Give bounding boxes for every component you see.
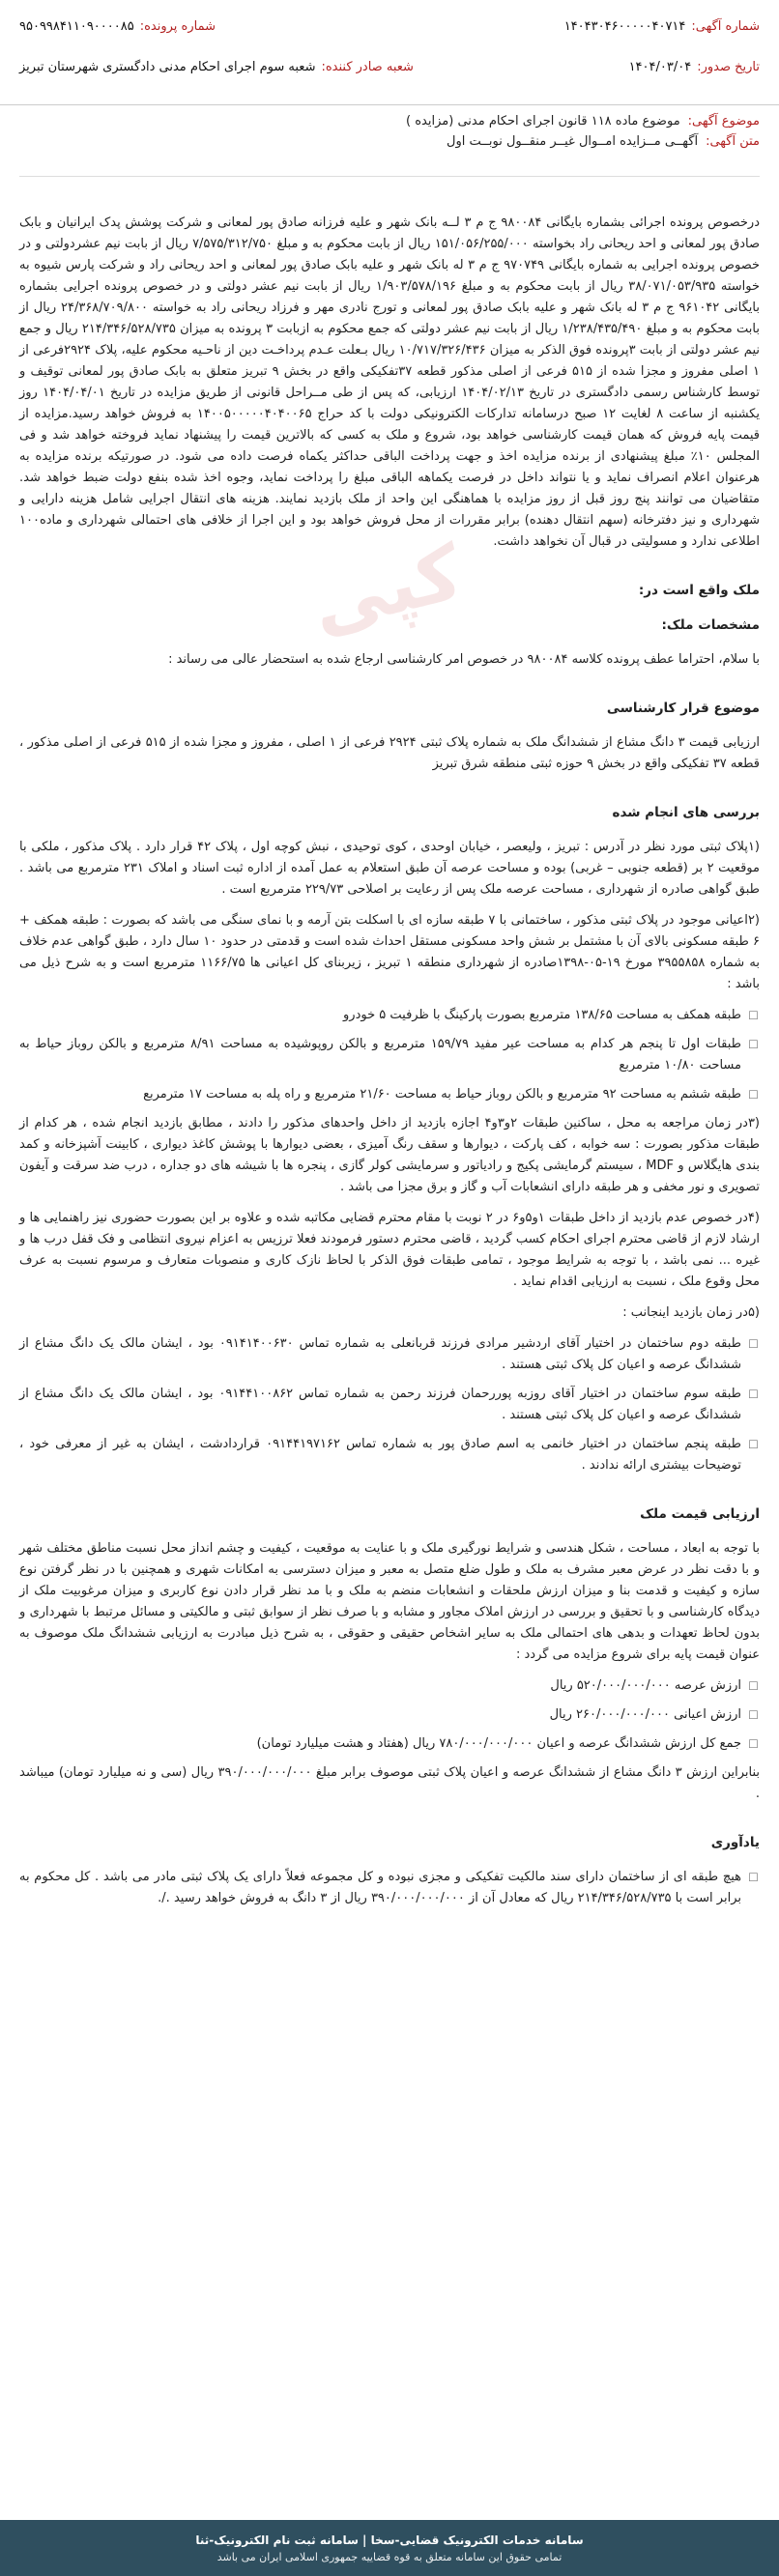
price-item-text: ارزش اعیانی ۲۶۰/۰۰۰/۰۰۰/۰۰۰ ریال xyxy=(549,1707,741,1722)
intro-paragraph: درخصوص پرونده اجرائی بشماره بایگانی ۹۸۰۰۸۴ ج م ۳ لــه بانک شهر و علیه فرزانه صادق پور لمعانی و شرکت پوشش پدک ایرانیان و بابک صادق پور لمعانی و احد ریحانی راد بخواسته ۱۵۱/۰۵۶/۲۵۵/۰۰۰ ریال از بابت محکوم به و مبلغ ۷/۵۷۵/۳۱۲/۷۵۰ ریال از بابت نیم عشردولتی و در خصوص پرونده اجرایی به شماره بایگانی ۹۷۰۷۴۹ ج م ۳ له بانک شهر و علیه بابک صادق پور لمعانی و احد ریحانی راد و شرکت پارس شیوه به خواسته ۳۸/۰۷۱/۰۵۳/۹۳۵ ریال از بابت محکوم به و مبلغ ۱/۹۰۳/۵۷۸/۱۹۶ ریال از بابت نیم عشر دولتی و در خصوص پرونده اجرایی بشماره بایگانی ۹۶۱۰۴۲ ج م ۳ له بانک شهر و علیه بابک صادق پور لمعانی و تورج نادری مهر و فرزاد ریحانی راد به خواسته ۲۴/۳۶۸/۷۰۹/۸۰۰ ریال از بابت محکوم به و مبلغ ۱/۲۳۸/۴۳۵/۴۹۰ ریال از بابت نیم عشر دولتی که جمع محکوم به ازبابت ۳ پرونده به میزان ۲۱۴/۳۴۶/۵۲۸/۷۳۵ ریال و جمع نیم عشر دولتی از بابت ۳پرونده فوق الذکر به میزان ۱۰/۷۱۷/۳۲۶/۴۳۶ ریال بـعلت عـدم پرداخـت دین از ناحـیه محکوم علیه، پلاک ۲۹۲۴فرعی از ۱ اصلی مفروز و مجزا شده از ۵۱۵ فرعی از اصلی مذکور قطعه ۳۷تفکیکی واقع در بخش ۹ تبریز متعلق به بابک صادق پور لمعانی توقیف و توسط کارشناس رسمی دادگستری در تاریخ ۱۴۰۴/۰۲/۱۳ ارزیابی، که پس از طی مــراحل قانونی از طریق مزایده در تاریخ ۱۴۰۴/۰۴/۰۱ روز یکشنبه از ساعت ۸ لغایت ۱۲ صبح درسامانه تدارکات الکترونیکی دولت با کد حراج ۱۴۰۰۵۰۰۰۰۰۴۰۴۰۰۶۵ به فروش خواهد رسید.مزایده از قیمت پایه فروش که همان قیمت کارشناسی خواهد بود، شروع و ملک به کسی که بالاترین قیمت را پیشنهاد نماید فروخته خواهد شد و فی المجلس ۱۰٪ مبلغ پیشنهادی از برنده مزایده اخذ و جهت پرداخت الباقی حداکثر یکماه فرصت داده می شود. در صورتیکه برنده مزایده به هرعنوان اعلام انصراف نماید و یا نتواند داخل در فرصت یکماهه الباقی مبلغ را پرداخت نماید، وجوه اخذ شده بنفع دولت ضبط خواهد شد. متقاضیان می توانند پنج روز قبل از روز مزایده با هماهنگی این واحد از ملک بازدید نمایند. هزینه های انتقال اجرایی شامل هزینه دارایی و شهرداری و نیز دفترخانه (سهم انتقال دهنده) برابر مقررات از محل فروش خواهد بود و این اجرا از خلافی های احتمالی شهرداری و ماده۱۰۰ اطلاعی ندارد و مسولیتی در قبال آن نخواهد داشت. xyxy=(19,215,761,549)
price-item-text: جمع کل ارزش ششدانگ عرصه و اعیان ۷۸۰/۰۰۰/۰۰۰/۰۰۰ ریال (هفتاد و هشت میلیارد تومان) xyxy=(256,1736,741,1751)
subject-heading: موضوع قرار کارشناسی xyxy=(606,701,760,716)
specs-text: با سلام، احتراما عطف پرونده کلاسه ۹۸۰۰۸۴ در خصوص امر کارشناسی ارجاع شده به استحضار عالی می رساند : xyxy=(168,652,760,667)
visit-item-text: طبقه سوم ساختمان در اختیار آقای روزبه پوررحمان فرزند رحمن به شماره تماس ۰۹۱۴۴۱۰۰۸۶۲ بود ، ایشان مالک یک دانگ مشاع از ششدانگ عرصه و اعیان کل پلاک ثبتی هستند . xyxy=(19,1387,741,1422)
branch-row xyxy=(19,60,414,74)
checkbox-icon: ☐ xyxy=(748,1337,759,1351)
visit-item-text: طبقه دوم ساختمان در اختیار آقای اردشیر مرادی فرزند قربانعلی به شماره تماس ۰۹۱۴۱۴۰۰۶۳۰ بود ، ایشان مالک یک دانگ مشاع از ششدانگ عرصه و اعیان کل پلاک ثبتی هستند . xyxy=(19,1336,741,1372)
checkbox-icon: ☐ xyxy=(748,1737,759,1751)
floor-item xyxy=(19,1005,760,1026)
checkbox-icon: ☐ xyxy=(748,1009,759,1022)
checkbox-icon: ☐ xyxy=(748,1871,759,1884)
checkbox-icon: ☐ xyxy=(748,1438,759,1451)
review-item: (۵در زمان بازدید اینجانب : xyxy=(622,1305,760,1320)
review-heading: بررسی های انجام شده xyxy=(612,805,760,820)
floor-item-text: طبقه ششم به مساحت ۹۲ مترمربع و بالکن روباز حیاط به مساحت ۲۱/۶۰ مترمربع و راه پله به مساحت ۱۷ مترمربع xyxy=(143,1087,741,1102)
valuation-heading: ارزیابی قیمت ملک xyxy=(640,1506,760,1522)
price-item xyxy=(19,1704,760,1726)
checkbox-icon: ☐ xyxy=(748,1679,759,1693)
price-item-text: ارزش عرصه ۵۲۰/۰۰۰/۰۰۰/۰۰۰ ریال xyxy=(550,1678,741,1693)
note-item-text: هیچ طبقه ای از ساختمان دارای سند مالکیت تفکیکی و مجزی نبوده و کل مجموعه فعلاً دارای یک پلاک ثبتی مادر می باشد . کل محکوم به برابر است با ۲۱۴/۳۴۶/۵۲۸/۷۳۵ ریال که معادل آن از ۳۹۰/۰۰۰/۰۰۰/۰۰۰ ریال از ۳ دانگ به فروش خواهد رسید ./. xyxy=(19,1870,741,1905)
specs-heading: مشخصات ملک: xyxy=(661,617,760,633)
subject-row xyxy=(19,114,760,129)
visit-item xyxy=(19,1333,760,1376)
note-heading: یادآوری xyxy=(710,1835,760,1850)
titles xyxy=(19,108,760,177)
ad-number-value: ۱۴۰۴۳۰۴۶۰۰۰۰۰۴۰۷۱۴ xyxy=(563,19,686,34)
subject-text: ارزیابی قیمت ۳ دانگ مشاع از ششدانگ ملک به شماره پلاک ثبتی ۲۹۲۴ فرعی از ۱ اصلی ، مفروز و مجزا شده از ۵۱۵ فرعی از اصلی مذکور ، قطعه ۳۷ تفکیکی واقع در بخش ۹ حوزه ثبتی منطقه شرق تبریز xyxy=(19,735,760,771)
announcement-body xyxy=(19,213,760,1917)
text-value: آگهــی مــزایده امــوال غیــر منقــول نوبــت اول xyxy=(447,134,699,149)
footer xyxy=(0,2520,779,2576)
price-item xyxy=(19,1675,760,1697)
case-number-label: شماره پرونده: xyxy=(139,19,216,34)
checkbox-icon: ☐ xyxy=(748,1708,759,1722)
checkbox-icon: ☐ xyxy=(748,1038,759,1051)
visit-item xyxy=(19,1434,760,1476)
visit-item xyxy=(19,1384,760,1426)
issue-date-row xyxy=(629,60,760,74)
issue-date-value: ۱۴۰۴/۰۳/۰۴ xyxy=(628,60,692,74)
checkbox-icon: ☐ xyxy=(748,1088,759,1102)
note-item xyxy=(19,1867,760,1909)
header xyxy=(0,0,779,105)
watermark: کپی xyxy=(303,529,471,650)
desc-heading: ملک واقع است در: xyxy=(638,583,760,598)
text-label: متن آگهی: xyxy=(706,134,760,149)
floor-item-text: طبقات اول تا پنجم هر کدام به مساحت عیر مفید ۱۵۹/۷۹ مترمربع و بالکن روپوشیده به مساحت ۸/۹۱ مترمربع و بالکن روباز حیاط به مساحت ۱۰/۸۰ مترمربع xyxy=(19,1037,741,1073)
branch-value: شعبه سوم اجرای احکام مدنی دادگستری شهرستان تبریز xyxy=(19,60,316,74)
footer-links[interactable]: سامانه خدمات الکترونیک قضایی-سخا | سامانه ثبت نام الکترونیک-ثنا xyxy=(195,2533,584,2547)
ad-number-row xyxy=(564,19,760,34)
issue-date-label: تاریخ صدور: xyxy=(697,60,760,74)
floor-item xyxy=(19,1084,760,1105)
review-item: (۴در خصوص عدم بازدید از داخل طبقات ۱و۵و۶ در ۲ نوبت با مقام محترم قضایی مکاتبه شده و علاوه بر این بصورت حضوری نیز راهنمایی ها و ارشاد لازم از قاضی محترم اجرای احکام کسب گردید ، قاضی محترم دستور فرمودند فعلا ترزیس به اعزام نیروی انتظامی و فک قفل درب ها و غیره ... نمی باشد ، با توجه به شرایط موجود ، تمامی طبقات فوق الذکر با لحاظ نازک کاری و منصوبات متعارف و مرسوم نسبت به عرف محل وقوع ملک ، نسبت به ارزیابی اقدام نماید . xyxy=(19,1211,760,1289)
review-item: (۲اعیانی موجود در پلاک ثبتی مذکور ، ساختمانی با ۷ طبقه سازه ای با اسکلت بتن آرمه و با نمای سنگی می باشد که بصورت : طبقه همکف + ۶ طبقه مسکونی بالای آن با مشتمل بر شش واحد مسکونی مستقل احداث شده است و قدمتی در حدود ۱۰ سال دارد ، طبق گواهی عدم خلاف به شماره ۳۹۵۵۸۵۸ مورخ ۱۹-۰۵-۱۳۹۸صادره از شهرداری منطقه ۱ تبریز ، زیربنای کل اعیانی ها ۱۱۶۶/۷۵ مترمربع است و به شرح ذیل می باشد : xyxy=(19,913,760,991)
subject-label: موضوع آگهی: xyxy=(687,114,760,129)
visit-item-text: طبقه پنجم ساختمان در اختیار خانمی به اسم صادق پور به شماره تماس ۰۹۱۴۴۱۹۷۱۶۲ قراردادشت ، ایشان به غیر از معرفی خود ، توضیحات بیشتری ارائه ندادند . xyxy=(19,1437,741,1473)
case-number-value: ۹۵۰۹۹۸۴۱۱۰۹۰۰۰۰۸۵ xyxy=(19,19,134,34)
checkbox-icon: ☐ xyxy=(748,1388,759,1401)
text-row xyxy=(19,134,760,149)
price-item xyxy=(19,1733,760,1755)
review-item: (۳در زمان مراجعه به محل ، ساکنین طبقات ۲و۳و۴ اجازه بازدید از داخل واحدهای مذکور را دادند ، مطابق بازدید انجام شده ، هر کدام از طبقات مذکور بصورت : سه خوابه ، کف پارکت ، دیوارها و سقف رنگ آمیزی ، بعضی دیوارها با پوشش کاغذ دیواری ، کابینت آشپزخانه و کمد بندی هایگلاس و MDF ، سیستم گرمایشی پکیج و رادیاتور و سرمایشی کولر گازی ، پنجره ها با شیشه های دو جداره ، درب ضد سرقت و آیفون تصویری و نور مخفی و هر طبقه دارای انشعابات آب و گاز و برق مجزا می باشد . xyxy=(19,1116,760,1194)
valuation-text: با توجه به ابعاد ، مساحت ، شکل هندسی و شرایط نورگیری ملک و با عنایت به موقعیت ، کیفیت و چشم انداز محل نسبت مناطق مختلف شهر و با دقت نظر در عرض معبر مشرف به ملک و طول ضلع متصل به معبر و میزان دسترسی به امکانات شهری و همچنین با در نظر گرفتن نوع سازه و کیفیت و قدمت بنا و میزان ارزش ملحقات و انشعابات منضم به ملک و با مد نظر قرار دادن نوع کاربری و میزان مرغوبیت ملک از دیدگاه کارشناسی و با تحقیق و بررسی در ارزش املاک مجاور و مشابه و با صرف نظر از سوابق ثبتی و مالکیتی و مسائل مرتبط با شهرداری و بدون لحاظ تعهدات و بدهی های احتمالی ملک به سایر اشخاص حقیقی و حقوقی ، به شرح ذیل مبادرت به ارزیابی ششدانگ ملک موصوف به عنوان قیمت پایه برای شروع مزایده می گردد : xyxy=(19,1541,760,1662)
conclusion-text: بنابراین ارزش ۳ دانگ مشاع از ششدانگ عرصه و اعیان پلاک ثبتی موصوف برابر مبلغ ۳۹۰/۰۰۰/۰۰۰/۰۰۰ ریال (سی و نه میلیارد تومان) میباشد . xyxy=(19,1765,760,1801)
floor-item xyxy=(19,1034,760,1076)
case-number-row xyxy=(19,19,216,34)
review-item: (۱پلاک ثبتی مورد نظر در آدرس : تبریز ، ولیعصر ، خیابان اوحدی ، کوی توحیدی ، نبش کوچه اول ، پلاک ۴۲ قرار دارد . پلاک مذکور ، ملکی با موقعیت ۲ بر (قطعه جنوبی – غربی) بوده و مساحت عرصه آن طبق استعلام به عمل آمده از اداره ثبت اسناد و املاک ۲۳۱ مترمربع می باشد . طبق گواهی صادره از شهرداری ، مساحت عرصه ملک پس از رعایت بر اصلاحی ۲۲۹/۷۳ مترمربع است . xyxy=(19,840,760,897)
ad-number-label: شماره آگهی: xyxy=(691,19,760,34)
subject-value: موضوع ماده ۱۱۸ قانون اجرای احکام مدنی (مزایده ) xyxy=(406,114,680,129)
footer-copyright: تمامی حقوق این سامانه متعلق به قوه قضاییه جمهوری اسلامی ایران می باشد xyxy=(216,2550,563,2563)
floor-item-text: طبقه همکف به مساحت ۱۳۸/۶۵ مترمربع بصورت پارکینگ با ظرفیت ۵ خودرو xyxy=(343,1008,741,1022)
branch-label: شعبه صادر کننده: xyxy=(321,60,414,74)
